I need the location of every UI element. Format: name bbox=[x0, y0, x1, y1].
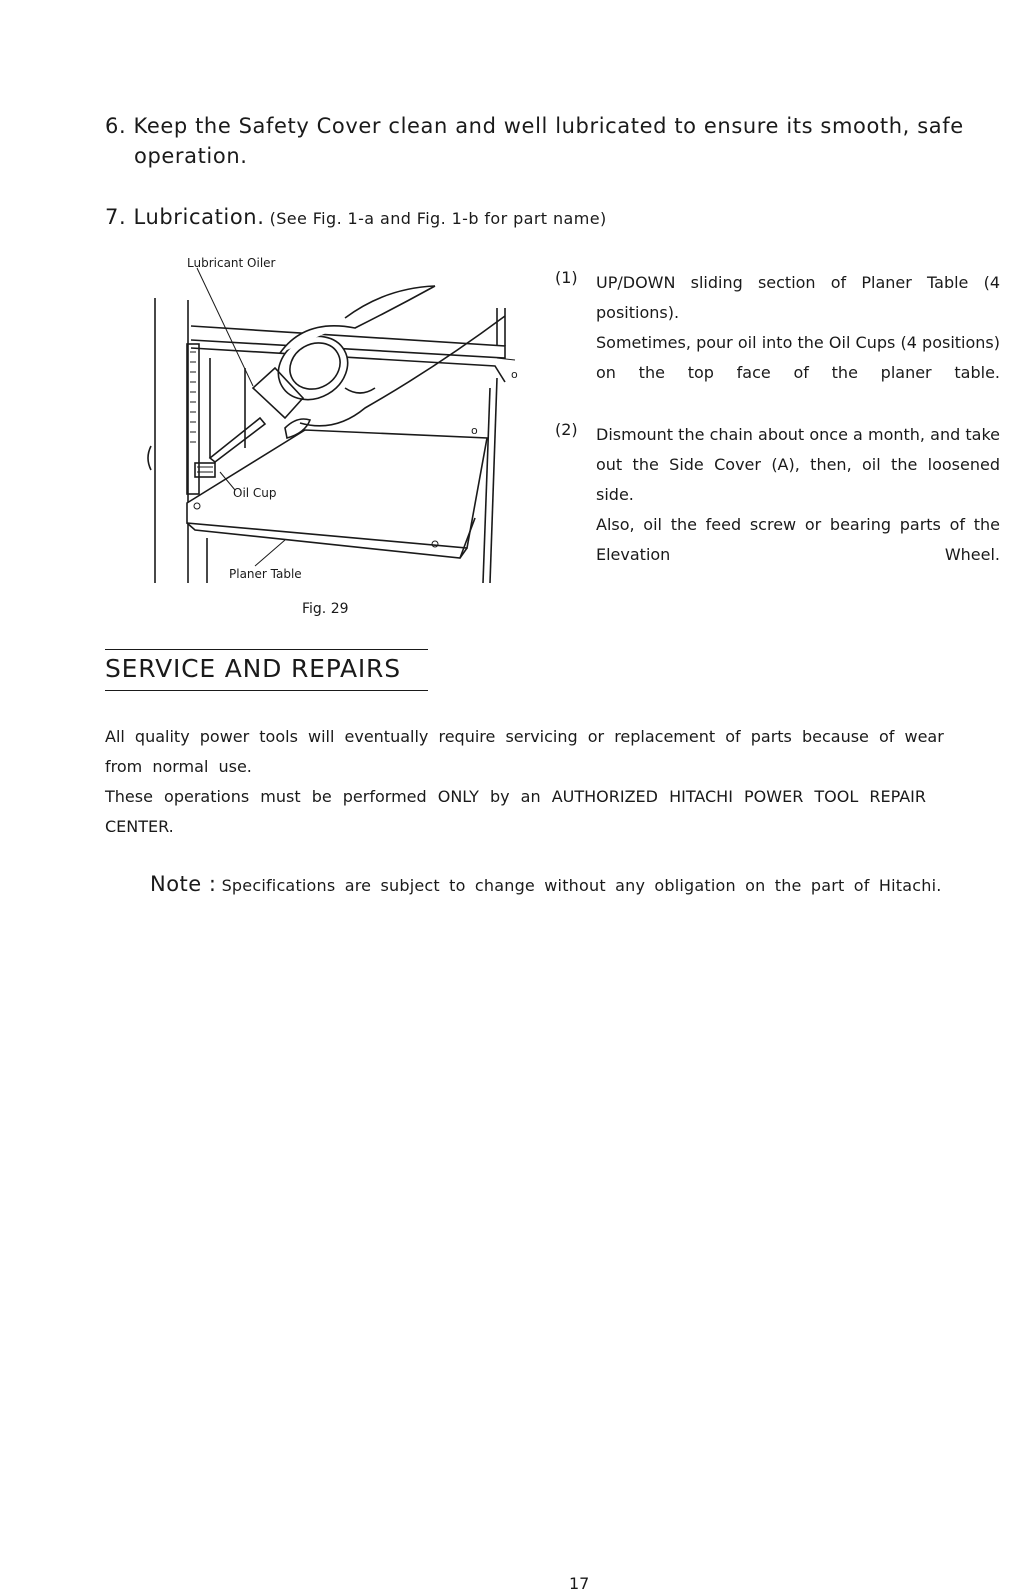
label-planer-table: Planer Table bbox=[229, 567, 302, 581]
step-2-number: (2) bbox=[555, 420, 578, 439]
item-7-title: 7. Lubrication. bbox=[105, 205, 265, 229]
item-6-line-2: operation. bbox=[134, 144, 248, 168]
step-1-sub: Sometimes, pour oil into the Oil Cups (4 positions) on the top face of the planer table. bbox=[596, 333, 1000, 382]
stand-leg-right bbox=[483, 388, 490, 583]
label-oil-cup: Oil Cup bbox=[233, 486, 277, 500]
item-6-line-1: 6. Keep the Safety Cover clean and well lubricated to ensure its smooth, safe bbox=[105, 114, 964, 138]
item-7-heading bbox=[105, 205, 607, 229]
page-number: 17 bbox=[569, 1574, 590, 1593]
figure-caption: Fig. 29 bbox=[302, 601, 349, 617]
service-para-1-line-1: All quality power tools will eventually require servicing or replacement of parts because of wear bbox=[105, 727, 944, 746]
step-1-text: UP/DOWN sliding section of Planer Table (4 positions). bbox=[596, 273, 1000, 322]
arm-upper bbox=[345, 286, 435, 318]
step-1-number: (1) bbox=[555, 268, 578, 287]
leader-planer-table bbox=[255, 540, 285, 566]
knuckle bbox=[345, 388, 375, 393]
item-7-note: (See Fig. 1-a and Fig. 1-b for part name) bbox=[269, 209, 607, 228]
service-para-2-line-1: These operations must be performed ONLY by an AUTHORIZED HITACHI POWER TOOL REPAIR bbox=[105, 787, 926, 806]
note-text: Specifications are subject to change without any obligation on the part of Hitachi. bbox=[221, 876, 942, 895]
frame-bracket bbox=[497, 358, 515, 360]
upper-frame-bar bbox=[191, 326, 505, 358]
note bbox=[150, 872, 942, 896]
stand-leg-right-2 bbox=[490, 378, 497, 583]
service-heading: SERVICE AND REPAIRS bbox=[105, 654, 401, 683]
svg-text:o: o bbox=[511, 368, 518, 381]
svg-text:o: o bbox=[471, 424, 478, 437]
step-2-text: Dismount the chain about once a month, and take out the Side Cover (A), then, oil the loosened side. bbox=[596, 425, 1000, 504]
step-2-sub: Also, oil the feed screw or bearing parts of the Elevation Wheel. bbox=[596, 515, 1000, 564]
note-label: Note : bbox=[150, 872, 217, 896]
planer-table-top bbox=[187, 430, 487, 548]
label-lubricant-oiler: Lubricant Oiler bbox=[187, 256, 276, 270]
heading-rule-bottom bbox=[105, 690, 428, 691]
oiler-nozzle bbox=[210, 418, 265, 462]
oil-cup bbox=[195, 463, 215, 477]
figure-29-illustration bbox=[135, 248, 530, 593]
heading-rule-top bbox=[105, 649, 428, 650]
service-para-2-line-2: CENTER. bbox=[105, 817, 174, 836]
handle-left bbox=[148, 446, 151, 470]
service-para-1-line-2: from normal use. bbox=[105, 757, 252, 776]
